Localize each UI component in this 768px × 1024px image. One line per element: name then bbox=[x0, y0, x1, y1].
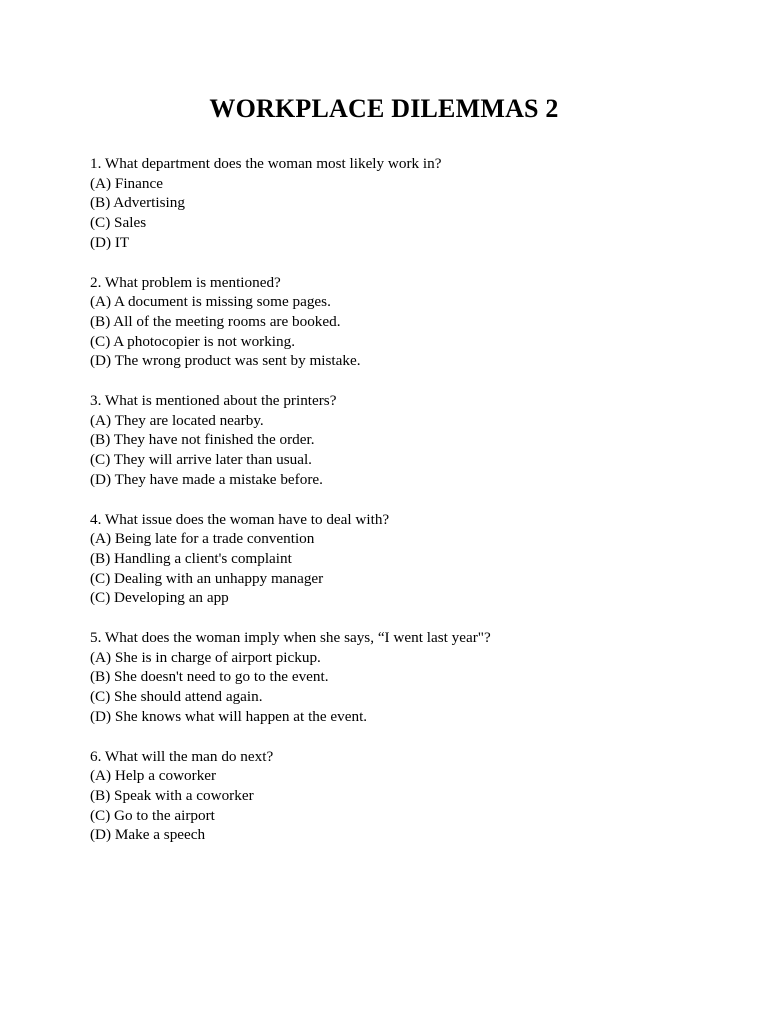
question-3 bbox=[90, 391, 730, 490]
answer-option: (B) All of the meeting rooms are booked. bbox=[90, 312, 341, 330]
answer-option: (D) IT bbox=[90, 233, 130, 251]
answer-option: (C) A photocopier is not working. bbox=[90, 332, 296, 350]
question-prompt: 6. What will the man do next? bbox=[90, 747, 274, 765]
answer-option: (C) Go to the airport bbox=[90, 806, 215, 824]
answer-option: (A) A document is missing some pages. bbox=[90, 293, 331, 311]
question-2 bbox=[90, 273, 730, 372]
question-1 bbox=[90, 154, 730, 253]
answer-option: (B) Speak with a coworker bbox=[90, 786, 254, 804]
answer-option: (B) They have not finished the order. bbox=[90, 431, 315, 449]
answer-option: (D) They have made a mistake before. bbox=[90, 470, 323, 488]
question-5 bbox=[90, 628, 730, 727]
answer-option: (C) She should attend again. bbox=[90, 688, 263, 706]
answer-option: (A) Being late for a trade convention bbox=[90, 530, 315, 548]
question-prompt: 5. What does the woman imply when she says, “I went last year"? bbox=[90, 629, 491, 647]
question-4 bbox=[90, 510, 730, 609]
answer-option: (C) Sales bbox=[90, 214, 147, 232]
answer-option: (B) Advertising bbox=[90, 194, 185, 212]
page-title: WORKPLACE DILEMMAS 2 bbox=[209, 94, 559, 123]
question-prompt: 2. What problem is mentioned? bbox=[90, 273, 281, 291]
answer-option: (C) Developing an app bbox=[90, 589, 229, 607]
question-6 bbox=[90, 747, 730, 846]
answer-option: (B) She doesn't need to go to the event. bbox=[90, 668, 329, 686]
answer-option: (A) Finance bbox=[90, 174, 163, 192]
answer-option: (C) They will arrive later than usual. bbox=[90, 451, 312, 469]
answer-option: (A) She is in charge of airport pickup. bbox=[90, 648, 321, 666]
answer-option: (D) Make a speech bbox=[90, 826, 206, 844]
question-prompt: 1. What department does the woman most likely work in? bbox=[90, 155, 442, 172]
answer-option: (C) Dealing with an unhappy manager bbox=[90, 569, 324, 587]
question-list bbox=[90, 154, 730, 865]
question-prompt: 3. What is mentioned about the printers? bbox=[90, 392, 337, 410]
answer-option: (A) Help a coworker bbox=[90, 767, 217, 785]
question-prompt: 4. What issue does the woman have to deal with? bbox=[90, 510, 390, 528]
answer-option: (D) She knows what will happen at the event. bbox=[90, 707, 368, 725]
answer-option: (B) Handling a client's complaint bbox=[90, 549, 292, 567]
answer-option: (D) The wrong product was sent by mistake. bbox=[90, 352, 361, 370]
answer-option: (A) They are located nearby. bbox=[90, 411, 264, 429]
